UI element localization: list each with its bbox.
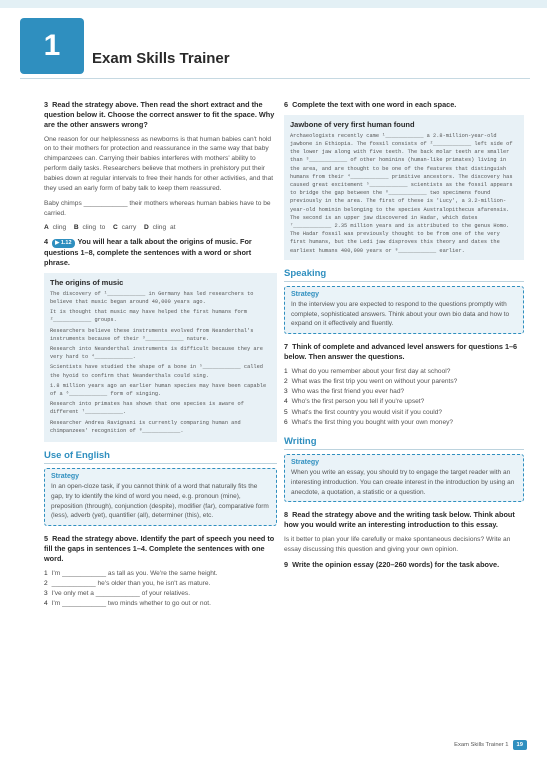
q4-line: Research into primates has shown that one species is aware of different ⁷____________. xyxy=(50,401,244,416)
page-footer xyxy=(454,740,527,750)
q4-line: 1.8 million years ago an earlier human species may have been capable of a ⁶____________ form of singing. xyxy=(50,382,267,397)
list-item: 4 I'm ____________ two minds whether to go out or not. xyxy=(44,600,211,608)
list-item: 5 What's the first country you would visit if you could? xyxy=(284,408,443,416)
strategy-text: In the interview you are expected to respond to the questions promptly with complete, sophisticated answers. Think about your own bio data and how to expand on it effectively and fluently. xyxy=(291,300,510,328)
unit-number: 1 xyxy=(43,29,61,62)
q5-instruction: 5 Read the strategy above. Identify the part of speech you need to fill the gaps in sentences 1–4. Complete the sentences with one word. xyxy=(44,534,275,563)
q6-text: Archaeologists recently came ¹____________ a 2.8-million-year-old jawbone in Ethiopia. The fossil consists of ²____________ left side of the lower jaw along with five teeth. The back molar teeth are smaller than ³____________ of other hominins (human-like primates) living in the area, and are thought to be one of the features that distinguish humans from their ⁴____________ primitive ancestors. The discovery has caused great excitement ⁵____________ scientists as the fossil appears to bridge the gap between the ⁶____________ two specimens found previously in the area. The first of these is 'Lucy', a 3.2-million-year-old hominin belonging to the species Australopithecus afarensis. The second is an upper jaw discovered in Hadar, which dates ⁷____________ 2.35 million years and is attributed to the genus Homo. The Hadar fossil was previously thought to be from one of the very first humans, but the Ledi jaw disproves this theory and dates the earliest humans 400,000 years or ⁸____________ earlier. xyxy=(290,132,513,254)
q3-question: Baby chimps ____________ their mothers whereas human babies have to be carried. xyxy=(44,199,271,217)
q8-task: Is it better to plan your life carefully or make spontaneous decisions? Write an essay discussing this question and giving your own opinion. xyxy=(284,536,511,553)
use-of-english-heading: Use of English xyxy=(44,450,277,464)
speaking-strategy-box xyxy=(284,286,524,334)
footer-label: Exam Skills Trainer 1 xyxy=(454,742,509,748)
list-item: 2 What was the first trip you went on without your parents? xyxy=(284,378,458,386)
jawbone-text-box xyxy=(284,115,524,260)
strategy-title: Strategy xyxy=(291,459,320,467)
page-number: 19 xyxy=(513,740,527,750)
list-item: 1 I'm ____________ as tall as you. We're the same height. xyxy=(44,569,218,577)
q9-instruction: 9 Write the opinion essay (220–260 words) for the task above. xyxy=(284,559,500,569)
audio-track-icon[interactable]: ▶ 1.12 xyxy=(52,239,74,248)
q8-instruction: 8 Read the strategy above and the writing task below. Think about how you would write an interesting introduction to this essay. xyxy=(284,510,515,530)
q7-instruction: 7 Think of complete and advanced level answers for questions 1–6 below. Then answer the questions. xyxy=(284,342,518,361)
q3-extract: One reason for our helplessness as newborns is that human babies can't hold on to their mothers for protection and reassurance in the same way that baby chimpanzees can. Carrying their babies interferes with mothers' ability to perform daily tasks. Researchers believe that mothers in prehistory put their babies down at regular intervals to free their hands for other activities, and that they used an early form of baby talk to keep them reassured. xyxy=(44,135,274,192)
q3-options: A cling B cling to C carry D cling at xyxy=(44,223,176,231)
header-band xyxy=(0,0,547,78)
list-item: 3 I've only met a ____________ of your relatives. xyxy=(44,589,191,597)
strategy-text: In an open-cloze task, if you cannot think of a word that naturally fits the gap, try to identify the kind of word you need, e.g. pronoun (mine), preposition (through), conjunction (despite), modifier (far), comparative form (less), adverb (yet), quantifier (all), determiner (this), etc. xyxy=(51,483,269,520)
list-item: 6 What's the first thing you bought with your own money? xyxy=(284,418,454,426)
q4-line: Researcher Andrea Ravignani is currently comparing human and chimpanzees' recognition of ⁸____________. xyxy=(50,419,241,434)
list-item: 3 Who was the first friend you ever had? xyxy=(284,388,405,396)
q5-list xyxy=(44,569,277,610)
q7-list xyxy=(284,367,524,428)
q4-line: Researchers believe these instruments evolved from Neanderthal's instruments because of their ³____________ nature. xyxy=(50,327,254,342)
q4-box-title: The origins of music xyxy=(50,277,124,287)
header-divider xyxy=(20,78,530,79)
page-title: Exam Skills Trainer xyxy=(92,50,230,67)
q4-line: It is thought that music may have helped the first humans form ²____________ groups. xyxy=(50,309,248,324)
strategy-title: Strategy xyxy=(51,473,80,481)
q4-sentences xyxy=(50,290,271,435)
list-item: 4 Who's the first person you tell if you're upset? xyxy=(284,398,425,406)
use-of-english-strategy-box xyxy=(44,468,277,526)
q3-instruction: 3 Read the strategy above. Then read the short extract and the question below it. Choose the correct answer to fit the space. Why are the other answers wrong? xyxy=(44,100,275,129)
writing-strategy-box xyxy=(284,454,524,502)
speaking-heading: Speaking xyxy=(284,268,524,282)
q6-instruction: 6 Complete the text with one word in each space. xyxy=(284,100,457,109)
writing-heading: Writing xyxy=(284,436,524,450)
header-tint xyxy=(0,0,547,8)
q4-line: Scientists have studied the shape of a bone in ⁵____________ called the hyoid to confirm that Neanderthals could sing. xyxy=(50,364,263,379)
list-item: 1 What do you remember about your first day at school? xyxy=(284,367,451,375)
q4-instruction: 4 ▶ 1.12 You will hear a talk about the origins of music. For questions 1–8, complete the sentences with a word or short phrase. xyxy=(44,236,252,267)
origins-of-music-box xyxy=(44,273,277,442)
q4-line: The discovery of ¹____________ in Germany has led researchers to believe that music began around 40,000 years ago. xyxy=(50,290,254,305)
strategy-text: When you write an essay, you should try to engage the target reader with an interesting introduction. You can create interest in the introduction by using an anecdote, a quotation, a statistic or a question. xyxy=(291,469,515,496)
left-column xyxy=(44,100,277,613)
strategy-title: Strategy xyxy=(291,290,320,298)
right-column xyxy=(284,100,524,575)
list-item: 2 ____________ he's older than you, he isn't as mature. xyxy=(44,579,211,587)
q4-line: Research into Neanderthal instruments is difficult because they are very hard to ⁴____________. xyxy=(50,345,263,361)
unit-number-badge xyxy=(20,18,84,74)
q6-box-title: Jawbone of very first human found xyxy=(290,119,415,129)
